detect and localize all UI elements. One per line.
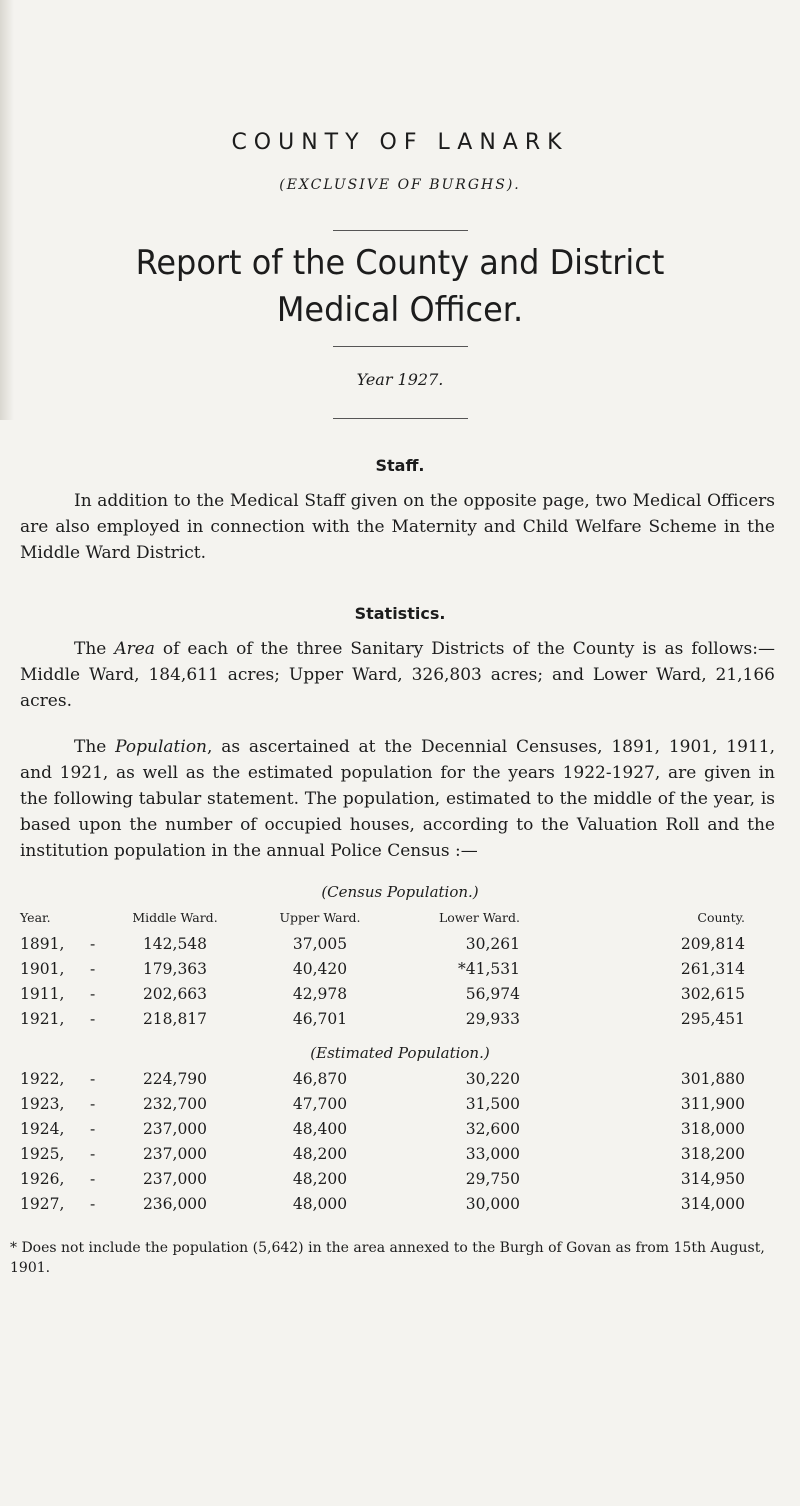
- table-row: [20, 935, 780, 960]
- report-year: Year 1927.: [356, 370, 444, 389]
- row-dash: -: [90, 985, 96, 1003]
- table-cell: 29,750: [465, 1170, 520, 1188]
- row-dash: -: [90, 960, 96, 978]
- table-cell: 1891,: [20, 935, 65, 953]
- table-cell: 1926,: [20, 1170, 65, 1188]
- table-cell: 237,000: [142, 1170, 208, 1188]
- table-cell: 30,000: [465, 1195, 520, 1213]
- divider: [333, 418, 468, 419]
- divider: [333, 346, 468, 347]
- table-cell: 236,000: [142, 1195, 208, 1213]
- table-cell: 142,548: [142, 935, 208, 953]
- table-header: Year. Middle Ward. Upper Ward. Lower Ward. County.: [20, 910, 745, 925]
- table-cell: 202,663: [142, 985, 208, 1003]
- divider: [333, 230, 468, 231]
- table-cell: 48,200: [292, 1170, 348, 1188]
- table-cell: 30,220: [465, 1070, 520, 1088]
- table-cell: 31,500: [465, 1095, 520, 1113]
- table-cell: 1923,: [20, 1095, 65, 1113]
- exclusive-note: (EXCLUSIVE OF BURGHS).: [279, 177, 521, 193]
- table-cell: 237,000: [142, 1145, 208, 1163]
- table-cell: 37,005: [292, 935, 348, 953]
- table-cell: 42,978: [292, 985, 348, 1003]
- table-cell: 48,400: [292, 1120, 348, 1138]
- row-dash: -: [90, 1070, 96, 1088]
- census-table: [20, 910, 780, 1035]
- footnote: * Does not include the population (5,642) in the area annexed to the Burgh of Govan as from 15th August, 1901.: [10, 1240, 765, 1276]
- statistics-heading: Statistics.: [354, 604, 446, 623]
- table-cell: 48,000: [292, 1195, 348, 1213]
- estimated-caption: (Estimated Population.): [310, 1044, 490, 1062]
- estimated-rows: [20, 1070, 780, 1220]
- table-cell: 1927,: [20, 1195, 65, 1213]
- table-row: [20, 960, 780, 985]
- table-cell: 301,880: [680, 1070, 745, 1088]
- row-dash: -: [90, 1095, 96, 1113]
- table-cell: 218,817: [142, 1010, 208, 1028]
- report-title: Report of the County and District Medical Officer.: [135, 243, 665, 330]
- table-cell: 1901,: [20, 960, 65, 978]
- table-cell: 318,200: [680, 1145, 745, 1163]
- table-cell: 32,600: [465, 1120, 520, 1138]
- table-cell: 314,950: [680, 1170, 745, 1188]
- table-cell: 56,974: [465, 985, 520, 1003]
- table-cell: 48,200: [292, 1145, 348, 1163]
- area-paragraph: The Area of each of the three Sanitary Districts of the County is as follows:—Middle Ward, 184,611 acres; Upper Ward, 326,803 acres; and Lower Ward, 21,166 acres.: [20, 639, 775, 711]
- table-cell: 1911,: [20, 985, 65, 1003]
- table-cell: 261,314: [680, 960, 745, 978]
- table-row: [20, 1195, 780, 1220]
- table-row: [20, 1010, 780, 1035]
- table-row: [20, 1170, 780, 1195]
- table-cell: 1924,: [20, 1120, 65, 1138]
- staff-paragraph: In addition to the Medical Staff given on the opposite page, two Medical Officers are also employed in connection with the Maternity and Child Welfare Scheme in the Middle Ward District.: [20, 491, 775, 563]
- table-cell: 29,933: [465, 1010, 520, 1028]
- table-cell: 311,900: [680, 1095, 745, 1113]
- table-row: [20, 985, 780, 1010]
- row-dash: -: [90, 1170, 96, 1188]
- county-heading: COUNTY OF LANARK: [231, 130, 569, 155]
- table-row: [20, 1120, 780, 1145]
- table-cell: 46,870: [292, 1070, 348, 1088]
- table-cell: 237,000: [142, 1120, 208, 1138]
- row-dash: -: [90, 1145, 96, 1163]
- table-cell: 232,700: [142, 1095, 208, 1113]
- table-cell: 209,814: [680, 935, 745, 953]
- table-row: [20, 1145, 780, 1170]
- table-cell: 314,000: [680, 1195, 745, 1213]
- table-cell: 1921,: [20, 1010, 65, 1028]
- estimated-table: [20, 1070, 780, 1220]
- table-cell: 33,000: [465, 1145, 520, 1163]
- table-cell: *41,531: [458, 960, 520, 978]
- row-dash: -: [90, 1120, 96, 1138]
- census-caption: (Census Population.): [321, 883, 479, 901]
- table-cell: 46,701: [292, 1010, 348, 1028]
- population-paragraph: The Population, as ascertained at the Decennial Censuses, 1891, 1901, 1911, and 1921, as well as the estimated population for the years 1922-1927, are given in the following tabular statement. The population, estimated to the middle of the year, is based upon the number of occupied houses, according to the Valuation Roll and the institution population in the annual Police Census :—: [20, 737, 775, 861]
- table-cell: 224,790: [142, 1070, 208, 1088]
- census-rows: [20, 935, 780, 1035]
- staff-heading: Staff.: [375, 456, 425, 475]
- row-dash: -: [90, 1010, 96, 1028]
- table-cell: 302,615: [680, 985, 745, 1003]
- table-row: [20, 1095, 780, 1120]
- table-row: [20, 1070, 780, 1095]
- table-cell: 1925,: [20, 1145, 65, 1163]
- table-cell: 318,000: [680, 1120, 745, 1138]
- table-cell: 179,363: [142, 960, 208, 978]
- table-cell: 1922,: [20, 1070, 65, 1088]
- table-cell: 40,420: [292, 960, 348, 978]
- page-edge-shadow: [0, 0, 14, 420]
- row-dash: -: [90, 935, 96, 953]
- row-dash: -: [90, 1195, 96, 1213]
- table-cell: 30,261: [465, 935, 520, 953]
- table-cell: 295,451: [680, 1010, 745, 1028]
- table-cell: 47,700: [292, 1095, 348, 1113]
